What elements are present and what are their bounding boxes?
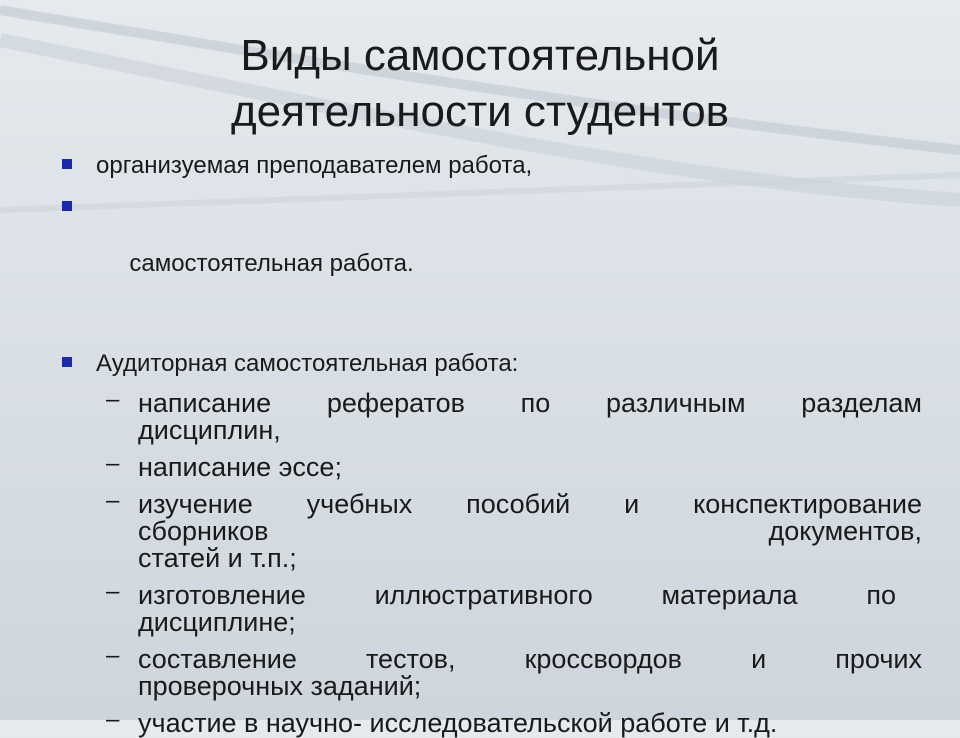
bullet-item: организуемая преподавателем работа, bbox=[62, 152, 922, 180]
bullet-item: самостоятельная работа. bbox=[62, 194, 922, 306]
sub-item: – изготовление иллюстративного материала по дисциплине; bbox=[106, 578, 896, 637]
sub-item: – составление тестов, кроссвордов и прочих проверочных заданий; bbox=[106, 642, 922, 701]
title-line-2: деятельности студентов bbox=[230, 87, 730, 136]
dash-icon: – bbox=[106, 578, 120, 605]
square-bullet-icon bbox=[62, 159, 72, 169]
slide-title bbox=[130, 28, 830, 140]
square-bullet-icon bbox=[62, 201, 72, 211]
dash-icon: – bbox=[106, 642, 120, 669]
bullet-item: Аудиторная самостоятельная работа: bbox=[62, 350, 922, 378]
sub-item: – участие в научно- исследовательской работе и т.д. bbox=[106, 706, 778, 738]
title-line-1: Виды самостоятельной bbox=[240, 31, 720, 80]
sub-item: – написание эссе; bbox=[106, 450, 342, 482]
sub-item: – написание рефератов по различным разделам дисциплин, bbox=[106, 386, 922, 445]
dash-icon: – bbox=[106, 450, 120, 477]
sub-item: – изучение учебных пособий и конспектирование сборников документов, статей и т.п.; bbox=[106, 487, 922, 573]
square-bullet-icon bbox=[62, 357, 72, 367]
bullet-list bbox=[62, 152, 922, 737]
dash-icon: – bbox=[106, 706, 120, 733]
dash-icon: – bbox=[106, 487, 120, 514]
dash-icon: – bbox=[106, 386, 120, 413]
